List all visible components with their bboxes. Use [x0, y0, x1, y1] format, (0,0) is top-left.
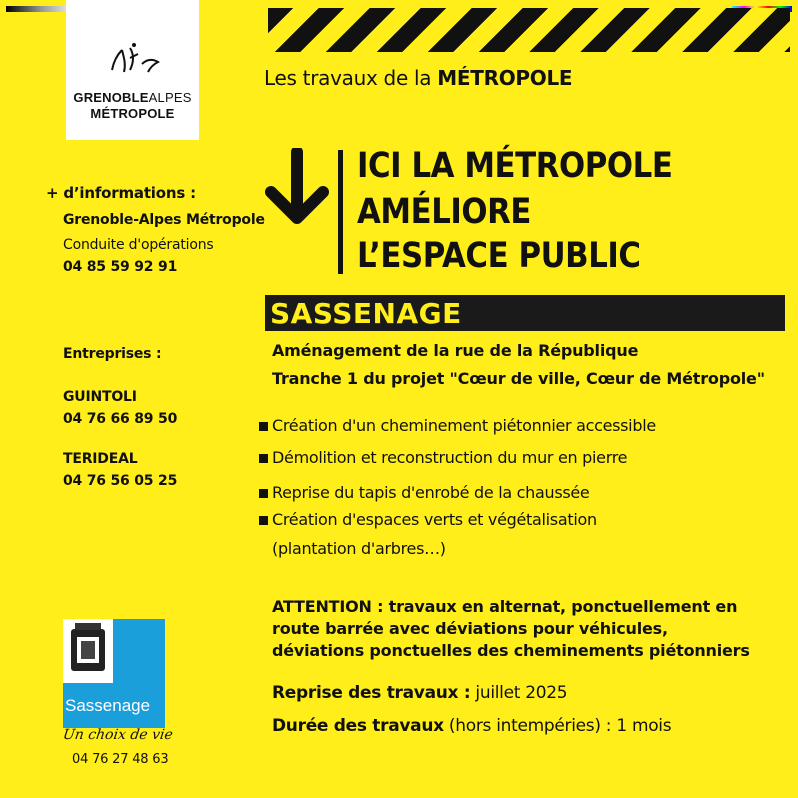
duration-value: (hors intempéries) : 1 mois — [443, 716, 672, 736]
header-prefix: Les travaux de la — [264, 66, 438, 90]
bullet-square-icon — [259, 489, 268, 498]
title-line-3: L’ESPACE PUBLIC — [357, 236, 641, 276]
info-heading: + d’informations : — [46, 184, 196, 202]
info-org: Grenoble-Alpes Métropole — [63, 212, 265, 228]
project-line-1: Aménagement de la rue de la République — [272, 341, 639, 360]
duration-label: Durée des travaux — [272, 716, 444, 736]
attention-line-3: déviations ponctuelles des cheminements piétonniers — [272, 641, 750, 660]
commune-name: SASSENAGE — [270, 297, 462, 330]
metropole-logo — [66, 0, 199, 140]
bullet-square-icon — [259, 422, 268, 431]
work-item-4-continuation: (plantation d'arbres…) — [272, 539, 446, 558]
work-item-2: Démolition et reconstruction du mur en pierre — [272, 448, 628, 467]
work-item-3: Reprise du tapis d'enrobé de la chaussée — [272, 483, 590, 502]
color-calibration-bar — [6, 6, 66, 12]
resume-date — [272, 683, 567, 703]
dancers-logo-icon — [104, 40, 164, 80]
work-item-4: Création d'espaces verts et végétalisation — [272, 510, 597, 529]
arrow-down-icon — [265, 148, 329, 228]
work-item-1: Création d'un cheminement piétonnier accessible — [272, 416, 656, 435]
info-role: Conduite d'opérations — [63, 237, 214, 253]
logo-grenoble: GRENOBLE — [73, 90, 149, 105]
company-2-phone: 04 76 56 05 25 — [63, 473, 178, 489]
companies-heading: Entreprises : — [63, 346, 162, 362]
title-line-1: ICI LA MÉTROPOLE — [357, 146, 673, 186]
company-2-name: TERIDEAL — [63, 451, 138, 467]
resume-value: juillet 2025 — [470, 683, 568, 703]
header-line — [264, 66, 572, 90]
resume-label: Reprise des travaux : — [272, 683, 471, 703]
coat-of-arms-icon — [63, 619, 113, 683]
duration — [272, 716, 671, 736]
hazard-stripes — [268, 8, 790, 52]
info-phone: 04 85 59 92 91 — [63, 259, 178, 275]
sassenage-name: Sassenage — [65, 696, 151, 715]
bullet-square-icon — [259, 516, 268, 525]
project-line-2: Tranche 1 du projet "Cœur de ville, Cœur de Métropole" — [272, 369, 765, 388]
title-line-2: AMÉLIORE — [357, 192, 532, 232]
logo-alpes: ALPES — [148, 90, 192, 105]
attention-line-1: ATTENTION : travaux en alternat, ponctuellement en — [272, 597, 738, 616]
attention-line-2: route barrée avec déviations pour véhicules, — [272, 619, 668, 638]
header-emphasis: MÉTROPOLE — [437, 66, 573, 90]
logo-metropole: MÉTROPOLE — [90, 106, 175, 121]
bullet-square-icon — [259, 454, 268, 463]
sassenage-phone: 04 76 27 48 63 — [72, 752, 169, 767]
company-1-phone: 04 76 66 89 50 — [63, 411, 178, 427]
title-divider — [338, 150, 343, 274]
company-1-name: GUINTOLI — [63, 389, 137, 405]
sassenage-tagline: Un choix de vie — [61, 727, 174, 743]
